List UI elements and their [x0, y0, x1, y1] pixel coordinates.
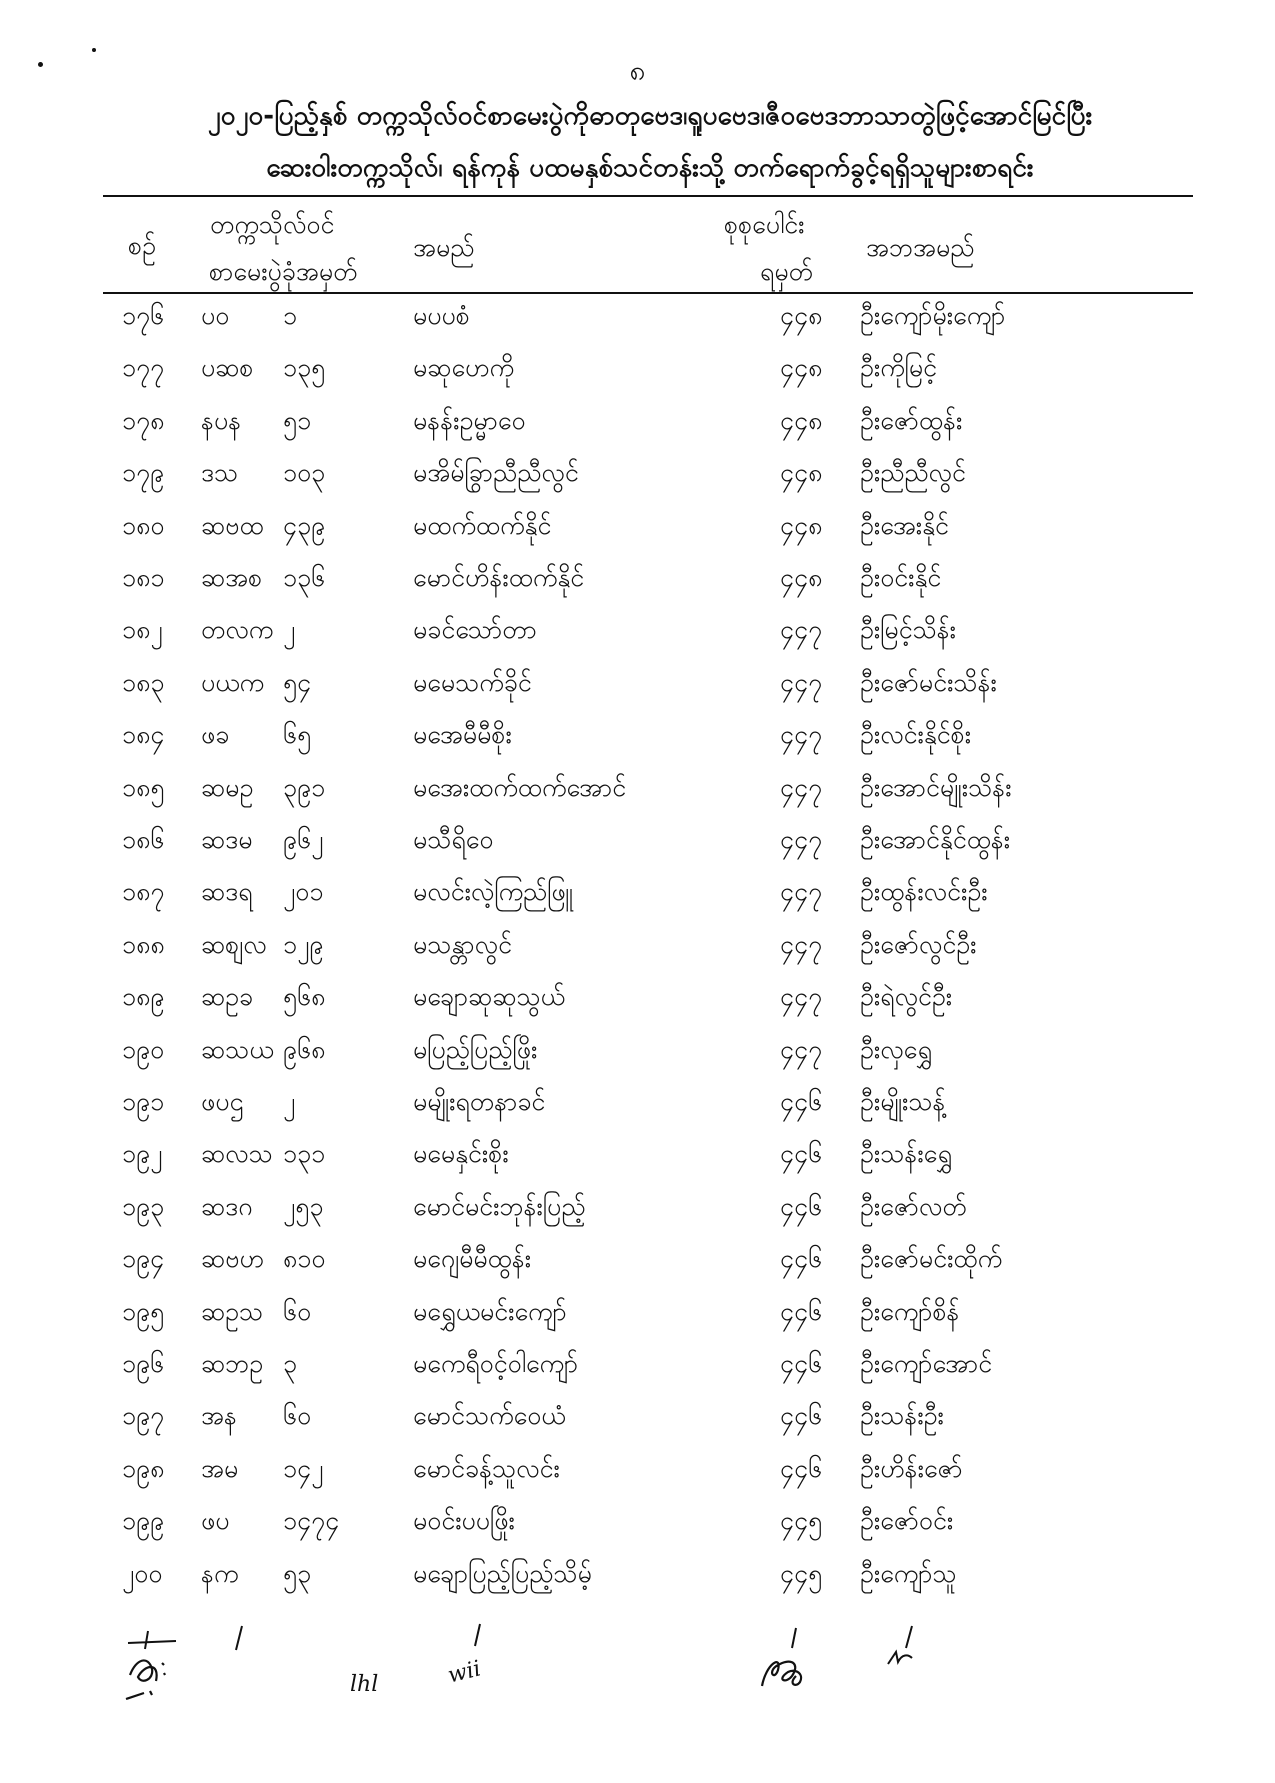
row-number: ၁၉၂ [122, 1139, 163, 1169]
exam-roll-number: ၆၅ [283, 720, 312, 750]
exam-roll-number: ၁၀၃ [283, 458, 326, 488]
table-row [0, 1243, 1275, 1293]
total-score: ၄၄၅ [780, 1506, 823, 1536]
row-number: ၁၈၇ [122, 877, 165, 907]
table-row [0, 1453, 1275, 1503]
table-row [0, 876, 1275, 926]
exam-roll-number: ၅၃ [283, 1558, 312, 1588]
exam-code: ဖပဌ [201, 1087, 244, 1116]
student-name: မအိမ်ခြွာညီညီလွင် [413, 458, 579, 488]
father-name: ဦးမြင့်သိန်း [860, 615, 957, 645]
signature-2-mark [228, 1624, 248, 1654]
student-name: မောင်မင်းဘုန်းပြည့် [413, 1191, 586, 1221]
exam-roll-number: ၁၃၆ [283, 563, 326, 592]
exam-roll-number: ၂၀၁ [283, 877, 324, 907]
student-name: မမျိုးရတနာခင် [413, 1087, 546, 1116]
exam-code: နပန [201, 405, 242, 435]
exam-code: ဆဘဥ [201, 1349, 264, 1378]
father-name: ဦးဝင်းနိုင် [860, 563, 942, 592]
row-number: ၁၈၂ [122, 615, 163, 645]
row-number: ၁၈၁ [122, 563, 165, 592]
father-name: ဦးဇော်ထွန်း [860, 405, 963, 435]
total-score: ၄၄၈ [780, 510, 823, 540]
exam-roll-number: ၂ [283, 1087, 296, 1116]
exam-code: ဒသ [201, 458, 239, 488]
exam-code: ဖပ [201, 1506, 230, 1536]
row-number: ၁၈၄ [122, 720, 165, 750]
exam-code: တလက [201, 615, 274, 645]
signature-4: wii [445, 1656, 484, 1689]
exam-code: ပဝ [201, 301, 230, 330]
father-name: ဦးသန်းဦး [860, 1401, 944, 1431]
total-score: ၄၄၆ [780, 1191, 823, 1221]
table-row [0, 1348, 1275, 1398]
total-score: ၄၄၈ [780, 458, 823, 488]
student-name: မအေမီမီစိုး [413, 720, 512, 750]
table-row [0, 1296, 1275, 1346]
student-name: မပြည့်ပြည့်ဖြိုး [413, 1034, 538, 1064]
exam-code: ဆလသ [201, 1139, 273, 1169]
total-score: ၄၄၇ [780, 615, 823, 645]
header-reg-line1: တက္ကသိုလ်ဝင် [210, 210, 335, 239]
row-number: ၁၇၇ [122, 353, 165, 383]
exam-code: နက [201, 1558, 239, 1588]
row-number: ၁၇၉ [122, 458, 165, 488]
father-name: ဦးလှရွှေ [860, 1034, 933, 1064]
father-name: ဦးဟိန်းဇော် [860, 1453, 963, 1483]
signature-5 [752, 1624, 822, 1694]
student-name: မရွှေယမင်းကျော် [413, 1296, 567, 1326]
row-number: ၁၉၆ [122, 1349, 165, 1378]
father-name: ဦးကျော်စိန် [860, 1296, 960, 1326]
student-name: မောင်ခန့်သူလင်း [413, 1453, 560, 1483]
student-name: မအေးထက်ထက်အောင် [413, 772, 627, 802]
total-score: ၄၄၈ [780, 353, 823, 383]
total-score: ၄၄၈ [780, 301, 823, 330]
exam-roll-number: ၁၄၇၄ [283, 1506, 340, 1536]
exam-code: ဆဥသ [201, 1296, 264, 1326]
father-name: ဦးကိုမြင့် [860, 353, 938, 383]
header-no: စဉ် [128, 231, 156, 260]
total-score: ၄၄၇ [780, 772, 823, 802]
row-number: ၁၉၃ [122, 1191, 165, 1221]
signature-4-mark [466, 1622, 486, 1652]
exam-code: ဆအစ [201, 563, 263, 592]
row-number: ၁၉၁ [122, 1087, 165, 1116]
father-name: ဦးအောင်မျိုးသိန်း [860, 772, 1012, 802]
exam-roll-number: ၃ [283, 1349, 298, 1378]
exam-code: ဆဒဂ [201, 1191, 253, 1221]
table-row [0, 1034, 1275, 1084]
student-name: မမေသက်ခိုင် [413, 667, 532, 697]
row-number: ၁၉၀ [122, 1034, 165, 1064]
exam-roll-number: ၈၁၀ [283, 1244, 326, 1274]
total-score: ၄၄၇ [780, 667, 823, 697]
header-roll-line1: စုစုပေါင်း [724, 210, 805, 239]
row-number: ၁၇၈ [122, 405, 165, 435]
father-name: ဦးဇော်ဝင်း [860, 1506, 954, 1536]
total-score: ၄၄၆ [780, 1244, 823, 1274]
table-row [0, 719, 1275, 769]
table-row [0, 824, 1275, 874]
exam-code: ပယက [201, 667, 264, 697]
father-name: ဦးထွန်းလင်းဦး [860, 877, 988, 907]
student-name: မဂျေမီမီထွန်း [413, 1244, 532, 1274]
total-score: ၄၄၇ [780, 825, 823, 854]
student-name: မောင်ဟိန်းထက်နိုင် [413, 563, 585, 592]
table-row [0, 510, 1275, 560]
student-name: မနန်းဥမ္မာဝေ [413, 405, 526, 435]
signature-6 [882, 1622, 932, 1672]
student-name: မသီရိဝေ [413, 825, 494, 854]
table-row [0, 352, 1275, 402]
student-name: မပပစံ [413, 301, 470, 330]
row-number: ၁၈၅ [122, 772, 165, 802]
father-name: ဦးအေးနိုင် [860, 510, 949, 540]
exam-roll-number: ၅၁ [283, 405, 312, 435]
father-name: ဦးသန်းရွှေ [860, 1139, 953, 1169]
father-name: ဦးညီညီလွင် [860, 458, 966, 488]
exam-code: ဆစျလ [201, 929, 267, 959]
student-name: မခင်သော်တာ [413, 615, 537, 645]
exam-code: ဆသယ [201, 1034, 274, 1064]
total-score: ၄၄၇ [780, 929, 823, 959]
exam-code: ဆဗဟ [201, 1244, 264, 1274]
row-number: ၁၈၉ [122, 982, 165, 1012]
exam-code: အမ [201, 1453, 239, 1483]
exam-roll-number: ၂၅၃ [283, 1191, 324, 1221]
father-name: ဦးလင်းနိုင်စိုး [860, 720, 972, 750]
page-number: ၈ [629, 54, 646, 87]
table-row [0, 1505, 1275, 1555]
father-name: ဦးဇော်လတ် [860, 1191, 967, 1221]
total-score: ၄၄၆ [780, 1401, 823, 1431]
row-number: ၁၉၅ [122, 1296, 165, 1326]
exam-roll-number: ၃၉၁ [283, 772, 326, 802]
exam-code: ဆမဥ [201, 772, 254, 802]
exam-roll-number: ၁၃၅ [283, 353, 326, 383]
table-row [0, 1138, 1275, 1188]
father-name: ဦးရဲလွင်ဦး [860, 982, 953, 1012]
row-number: ၁၈၃ [122, 667, 165, 697]
student-name: မချောပြည့်ပြည့်သိမ့် [413, 1558, 592, 1588]
exam-code: ဖခ [201, 720, 230, 750]
table-row [0, 405, 1275, 455]
student-name: မောင်သက်ဝေယံ [413, 1401, 566, 1431]
total-score: ၄၄၇ [780, 982, 823, 1012]
exam-roll-number: ၄၃၉ [283, 510, 326, 540]
row-number: ၁၉၉ [122, 1506, 165, 1536]
exam-roll-number: ၁ [283, 301, 298, 330]
table-row [0, 667, 1275, 717]
total-score: ၄၄၆ [780, 1087, 823, 1116]
table-row [0, 614, 1275, 664]
total-score: ၄၄၇ [780, 877, 823, 907]
table-row [0, 929, 1275, 979]
row-number: ၁၉၄ [122, 1244, 165, 1274]
row-number: ၁၈၆ [122, 825, 165, 854]
document-title-line1: ၂၀၂၀-ပြည့်နှစ် တက္ကသိုလ်ဝင်စာမေးပွဲကိုဓာတုဗေဒ၊ရူပဗေဒ၊ဇီဝဗေဒဘာသာတွဲဖြင့်အောင်မြင်ပြီး [207, 101, 1093, 131]
exam-code: ဆဒရ [201, 877, 253, 907]
header-reg-line2: စာမေးပွဲခုံအမှတ် [209, 257, 358, 286]
total-score: ၄၄၈ [780, 405, 823, 435]
father-name: ဦးကျော်အောင် [860, 1349, 993, 1378]
exam-roll-number: ၅၆၈ [283, 982, 326, 1012]
total-score: ၄၄၆ [780, 1453, 823, 1483]
exam-roll-number: ၆၀ [283, 1296, 312, 1326]
total-score: ၄၄၇ [780, 1034, 823, 1064]
row-number: ၁၈၀ [122, 510, 165, 540]
total-score: ၄၄၅ [780, 1558, 823, 1588]
student-name: မလင်းလဲ့ကြည်ဖြူ [413, 877, 573, 907]
total-score: ၄၄၆ [780, 1296, 823, 1326]
table-row [0, 981, 1275, 1031]
exam-code: ဆဥခ [201, 982, 254, 1012]
father-name: ဦးဇော်မင်းသိန်း [860, 667, 997, 697]
row-number: ၁၇၆ [122, 301, 165, 330]
father-name: ဦးကျော်မိုးကျော် [860, 301, 1006, 330]
student-name: မကေရီဝင့်ဝါကျော် [413, 1349, 579, 1378]
row-number: ၁၉၈ [122, 1453, 165, 1483]
table-row [0, 1086, 1275, 1136]
exam-roll-number: ၁၂၉ [283, 929, 324, 959]
exam-code: ဆဗထ [201, 510, 264, 540]
signature-3: lhl [350, 1672, 379, 1697]
exam-roll-number: ၅၄ [283, 667, 312, 697]
father-name: ဦးဇော်မင်းထိုက် [860, 1244, 1003, 1274]
header-roll-line2: ရမှတ် [760, 257, 813, 286]
table-row [0, 1191, 1275, 1241]
total-score: ၄၄၆ [780, 1139, 823, 1169]
father-name: ဦးဇော်လွင်ဦး [860, 929, 977, 959]
father-name: ဦးအောင်နိုင်ထွန်း [860, 825, 1011, 854]
row-number: ၂၀၀ [122, 1558, 163, 1588]
exam-code: ပဆစ [201, 353, 254, 383]
exam-roll-number: ၁၃၁ [283, 1139, 326, 1169]
student-name: မချောဆုဆုသွယ် [413, 982, 565, 1012]
exam-roll-number: ၆၀ [283, 1401, 312, 1431]
table-row [0, 457, 1275, 507]
exam-code: အန [201, 1401, 237, 1431]
exam-roll-number: ၂ [283, 615, 296, 645]
total-score: ၄၄၇ [780, 720, 823, 750]
signature-1 [118, 1625, 188, 1705]
student-name: မဝင်းပပဖြိုး [413, 1506, 515, 1536]
exam-roll-number: ၁၄၂ [283, 1453, 324, 1483]
table-row [0, 562, 1275, 612]
table-top-rule [103, 195, 1193, 197]
student-name: မထက်ထက်နိုင် [413, 510, 552, 540]
father-name: ဦးကျော်သူ [860, 1558, 957, 1588]
table-row [0, 300, 1275, 350]
row-number: ၁၈၈ [122, 929, 165, 959]
header-father: အဘအမည် [866, 233, 975, 262]
document-title-line2: ဆေးဝါးတက္ကသိုလ်၊ ရန်ကုန် ပထမနှစ်သင်တန်းသို့ တက်ရောက်ခွင့်ရရှိသူများစာရင်း [266, 153, 1034, 183]
header-name: အမည် [413, 233, 475, 262]
student-name: မမေနှင်းစိုး [413, 1139, 509, 1169]
total-score: ၄၄၈ [780, 563, 823, 592]
student-name: မဆုဟေကို [413, 353, 514, 383]
table-row [0, 772, 1275, 822]
table-row [0, 1400, 1275, 1450]
row-number: ၁၉၇ [122, 1401, 165, 1431]
student-name: မသန္တာလွင် [413, 929, 512, 959]
exam-roll-number: ၉၆၈ [283, 1034, 326, 1064]
exam-code: ဆဒမ [201, 825, 253, 854]
father-name: ဦးမျိုးသန့် [860, 1087, 946, 1116]
table-row [0, 1558, 1275, 1608]
total-score: ၄၄၆ [780, 1349, 823, 1378]
exam-roll-number: ၉၆၂ [283, 825, 324, 854]
